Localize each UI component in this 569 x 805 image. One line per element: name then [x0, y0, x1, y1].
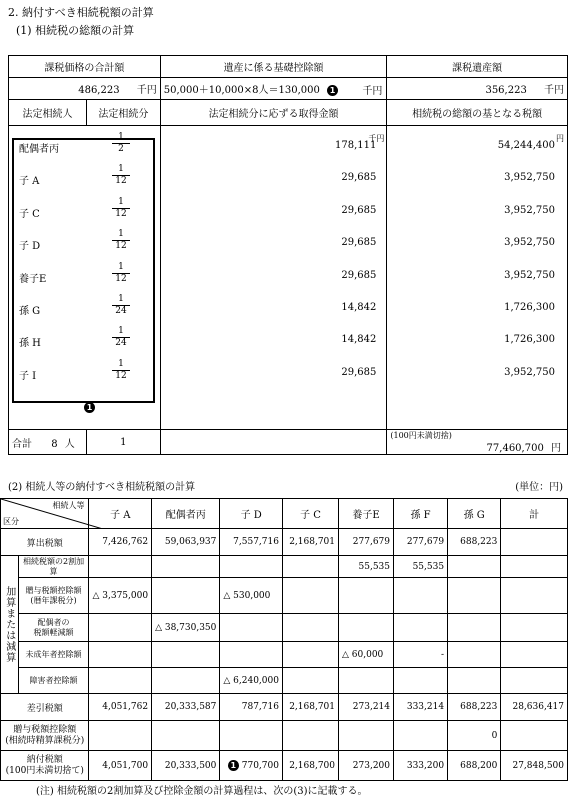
section-title: 2. 納付すべき相続税額の計算: [8, 6, 154, 19]
header-taxable-estate: 課税遺産額: [387, 56, 568, 78]
table-cell: 4,051,700: [89, 751, 152, 781]
unit-en: 円: [556, 134, 564, 143]
unit-senen: 千円: [136, 85, 157, 96]
base-tax-amount: 3,952,750: [504, 172, 555, 184]
heirs-highlight-box: [12, 138, 155, 403]
computed-tax-row: [1, 529, 568, 556]
col-header: 子 A: [89, 499, 152, 529]
base-tax-amount: 54,244,400: [497, 140, 555, 151]
table-cell: -: [394, 642, 448, 668]
table-cell: △ 530,000: [220, 578, 283, 614]
base-tax-column: [387, 126, 568, 430]
acquired-amount: 14,842: [341, 334, 377, 346]
base-tax-amount: 3,952,750: [504, 204, 555, 216]
total-tax-value: 77,460,700: [486, 443, 544, 454]
table-cell: [448, 614, 501, 642]
table-cell: 688,223: [448, 694, 501, 721]
unit-senen: 千円: [368, 134, 385, 143]
table-cell: 59,063,937: [152, 529, 220, 556]
table-cell: [339, 721, 394, 751]
table-cell: 787,716: [220, 694, 283, 721]
table-cell: 20,333,587: [152, 694, 220, 721]
subsection-2-title: (2) 相続人等の納付すべき相続税額の計算: [8, 482, 196, 493]
share-numerator: 1: [112, 359, 130, 371]
table-cell: 688,223: [448, 529, 501, 556]
total-label: 合計: [12, 438, 32, 450]
header-acquired: 法定相続分に応ずる取得金額: [160, 100, 387, 126]
taxable-total-value: 486,223: [78, 85, 120, 96]
header-basic-deduction: 遺産に係る基礎控除額: [160, 56, 387, 78]
total-unit: 人: [64, 438, 75, 450]
table-cell: [89, 668, 152, 694]
table-cell: [220, 614, 283, 642]
adjustment-label: 相続税額の2割加算: [18, 556, 89, 578]
table-cell: [394, 614, 448, 642]
table-cell: [501, 721, 568, 751]
share-denominator: 12: [115, 241, 127, 252]
total-tax-unit: 円: [551, 443, 561, 454]
share-denominator: 12: [115, 208, 127, 219]
table-cell: [152, 556, 220, 578]
header-share: 法定相続分: [86, 100, 160, 126]
base-tax-amount: 1,726,300: [504, 302, 555, 313]
marker-1-icon: 1: [327, 85, 338, 96]
adjustment-label: 配偶者の 税額軽減額: [18, 614, 89, 642]
acquired-column: [160, 126, 387, 430]
header-base-tax: 相続税の総額の基となる税額: [387, 100, 568, 126]
balance-row: [1, 694, 568, 721]
table-cell: [501, 529, 568, 556]
table-cell: 27,848,500: [501, 751, 568, 781]
acquired-amount: 29,685: [341, 269, 377, 281]
adjustment-label: 障害者控除額: [18, 668, 89, 694]
heir-name: 子 C: [19, 208, 40, 220]
table-cell: 28,636,417: [501, 694, 568, 721]
table-cell: [89, 721, 152, 751]
payable-value: 770,700: [241, 761, 279, 771]
table-cell: 20,333,500: [152, 751, 220, 781]
unit-senen: 千円: [544, 85, 564, 96]
table-cell: 277,679: [394, 529, 448, 556]
share-numerator: 1: [112, 326, 130, 338]
heir-name: 子 A: [19, 176, 40, 188]
adjustment-label: 贈与税額控除額 (暦年課税分): [18, 578, 89, 614]
table-cell: [394, 668, 448, 694]
settlement-label: 贈与税額控除額 (相続時精算課税分): [1, 721, 89, 751]
computed-label: 算出税額: [1, 529, 89, 556]
table-cell: 55,535: [394, 556, 448, 578]
base-tax-amount: 3,952,750: [504, 269, 555, 281]
table-cell: 4,051,762: [89, 694, 152, 721]
table-cell: [501, 614, 568, 642]
header-taxable-total: 課税価格の合計額: [9, 56, 161, 78]
col-header: 子 C: [282, 499, 338, 529]
col-header: 孫 F: [394, 499, 448, 529]
settlement-row: [1, 721, 568, 751]
payable-row: [1, 751, 568, 781]
table-cell: 2,168,701: [282, 694, 338, 721]
col-header: 配偶者丙: [152, 499, 220, 529]
table-cell: [394, 721, 448, 751]
table-cell: 273,200: [339, 751, 394, 781]
unit-senen: 千円: [362, 86, 383, 97]
adjustment-row: [1, 578, 568, 614]
table-cell: [282, 721, 338, 751]
table-cell: [282, 668, 338, 694]
base-tax-amount: 3,952,750: [504, 237, 555, 249]
table-cell: [152, 721, 220, 751]
heir-name: 孫 H: [19, 338, 41, 350]
share-numerator: 1: [112, 164, 130, 176]
table-cell: [448, 578, 501, 614]
adjustment-row: [1, 556, 568, 578]
share-numerator: 1: [112, 197, 130, 209]
total-label-cell: [9, 430, 87, 455]
share-denominator: 24: [115, 338, 127, 349]
rounding-note: (100円未満切捨): [390, 431, 452, 440]
table-cell: [220, 751, 283, 781]
share-numerator: 1: [112, 294, 130, 306]
corner-cell: [1, 499, 89, 529]
table-cell: [220, 642, 283, 668]
table-cell: [152, 668, 220, 694]
basic-deduction-value: 50,000＋10,000×8人＝130,000: [163, 85, 320, 96]
table-cell: △ 3,375,000: [89, 578, 152, 614]
table-cell: [89, 614, 152, 642]
table-cell: [501, 578, 568, 614]
adjustment-row: [1, 614, 568, 642]
total-count: 8: [51, 438, 58, 450]
total-share: 1: [86, 430, 160, 455]
header-heir: 法定相続人: [9, 100, 87, 126]
table-cell: △ 6,240,000: [220, 668, 283, 694]
share-denominator: 12: [115, 273, 127, 284]
table-cell: 7,426,762: [89, 529, 152, 556]
table-cell: [448, 668, 501, 694]
table-cell: 333,200: [394, 751, 448, 781]
footnote: (注) 相続税額の2割加算及び控除金額の計算過程は、次の(3)に記載する。: [36, 786, 368, 797]
table-cell: 333,214: [394, 694, 448, 721]
taxable-estate-value: 356,223: [485, 85, 527, 96]
table-cell: [501, 642, 568, 668]
table-cell: [394, 578, 448, 614]
table-cell: 273,214: [339, 694, 394, 721]
adjustment-row: [1, 668, 568, 694]
heir-name: 配偶者丙: [19, 144, 59, 155]
share-numerator: 1: [112, 262, 130, 274]
table-cell: 688,200: [448, 751, 501, 781]
heir-tax-payable-table: [0, 498, 568, 781]
heir-name: 子 I: [19, 370, 37, 382]
subsection-2-unit: (単位：円): [515, 482, 563, 493]
acquired-amount: 29,685: [341, 366, 377, 378]
table-cell: [220, 721, 283, 751]
balance-label: 差引税額: [1, 694, 89, 721]
total-tax-cell: [387, 430, 568, 455]
table-cell: [152, 578, 220, 614]
table-cell: 277,679: [339, 529, 394, 556]
base-tax-amount: 3,952,750: [504, 366, 555, 378]
acquired-amount: 14,842: [341, 302, 377, 313]
share-denominator: 12: [115, 370, 127, 381]
taxable-estate-cell: [387, 78, 568, 100]
side-label: 加算または減算: [1, 556, 19, 694]
acquired-amount: 29,685: [341, 204, 377, 216]
basic-deduction-cell: [160, 78, 387, 100]
table-cell: [282, 642, 338, 668]
table-cell: [282, 614, 338, 642]
table-cell: 7,557,716: [220, 529, 283, 556]
base-tax-amount: 1,726,300: [504, 334, 555, 346]
share-denominator: 24: [115, 306, 127, 316]
total-empty: [160, 430, 387, 455]
col-header: 孫 G: [448, 499, 501, 529]
marker-1-icon: 1: [84, 402, 95, 413]
table-cell: [501, 668, 568, 694]
table-cell: 55,535: [339, 556, 394, 578]
payable-label: 納付税額 (100円未満切捨て): [1, 751, 89, 781]
subsection-1-title: (1) 相続税の総額の計算: [16, 24, 135, 37]
table-cell: [448, 556, 501, 578]
table-cell: [152, 642, 220, 668]
share-denominator: 2: [118, 144, 124, 154]
table-cell: 2,168,701: [282, 529, 338, 556]
share-denominator: 12: [115, 176, 127, 187]
table-cell: [282, 556, 338, 578]
col-header: 子 D: [220, 499, 283, 529]
table-cell: 2,168,700: [282, 751, 338, 781]
share-numerator: 1: [112, 132, 130, 144]
share-numerator: 1: [112, 229, 130, 241]
heir-name: 子 D: [19, 241, 41, 253]
col-header: 計: [501, 499, 568, 529]
heir-name: 養子E: [19, 273, 47, 285]
table-cell: △ 38,730,350: [152, 614, 220, 642]
table-cell: [339, 578, 394, 614]
adjustment-row: [1, 642, 568, 668]
corner-bottom-label: 区分: [3, 517, 19, 526]
table-cell: △ 60,000: [339, 642, 394, 668]
corner-top-label: 相続人等: [52, 501, 85, 510]
adjustment-label: 未成年者控除額: [18, 642, 89, 668]
marker-1-icon: 1: [228, 760, 239, 771]
table-cell: [448, 642, 501, 668]
table-cell: [339, 668, 394, 694]
table-cell: [282, 578, 338, 614]
table-cell: 0: [448, 721, 501, 751]
taxable-total-cell: [9, 78, 161, 100]
col-header: 養子E: [339, 499, 394, 529]
acquired-amount: 29,685: [341, 172, 377, 184]
table-cell: [89, 642, 152, 668]
table-cell: [89, 556, 152, 578]
acquired-amount: 178,111: [335, 140, 377, 151]
heir-name: 孫 G: [19, 306, 41, 317]
acquired-amount: 29,685: [341, 237, 377, 249]
table-cell: [220, 556, 283, 578]
table-cell: [339, 614, 394, 642]
table-cell: [501, 556, 568, 578]
